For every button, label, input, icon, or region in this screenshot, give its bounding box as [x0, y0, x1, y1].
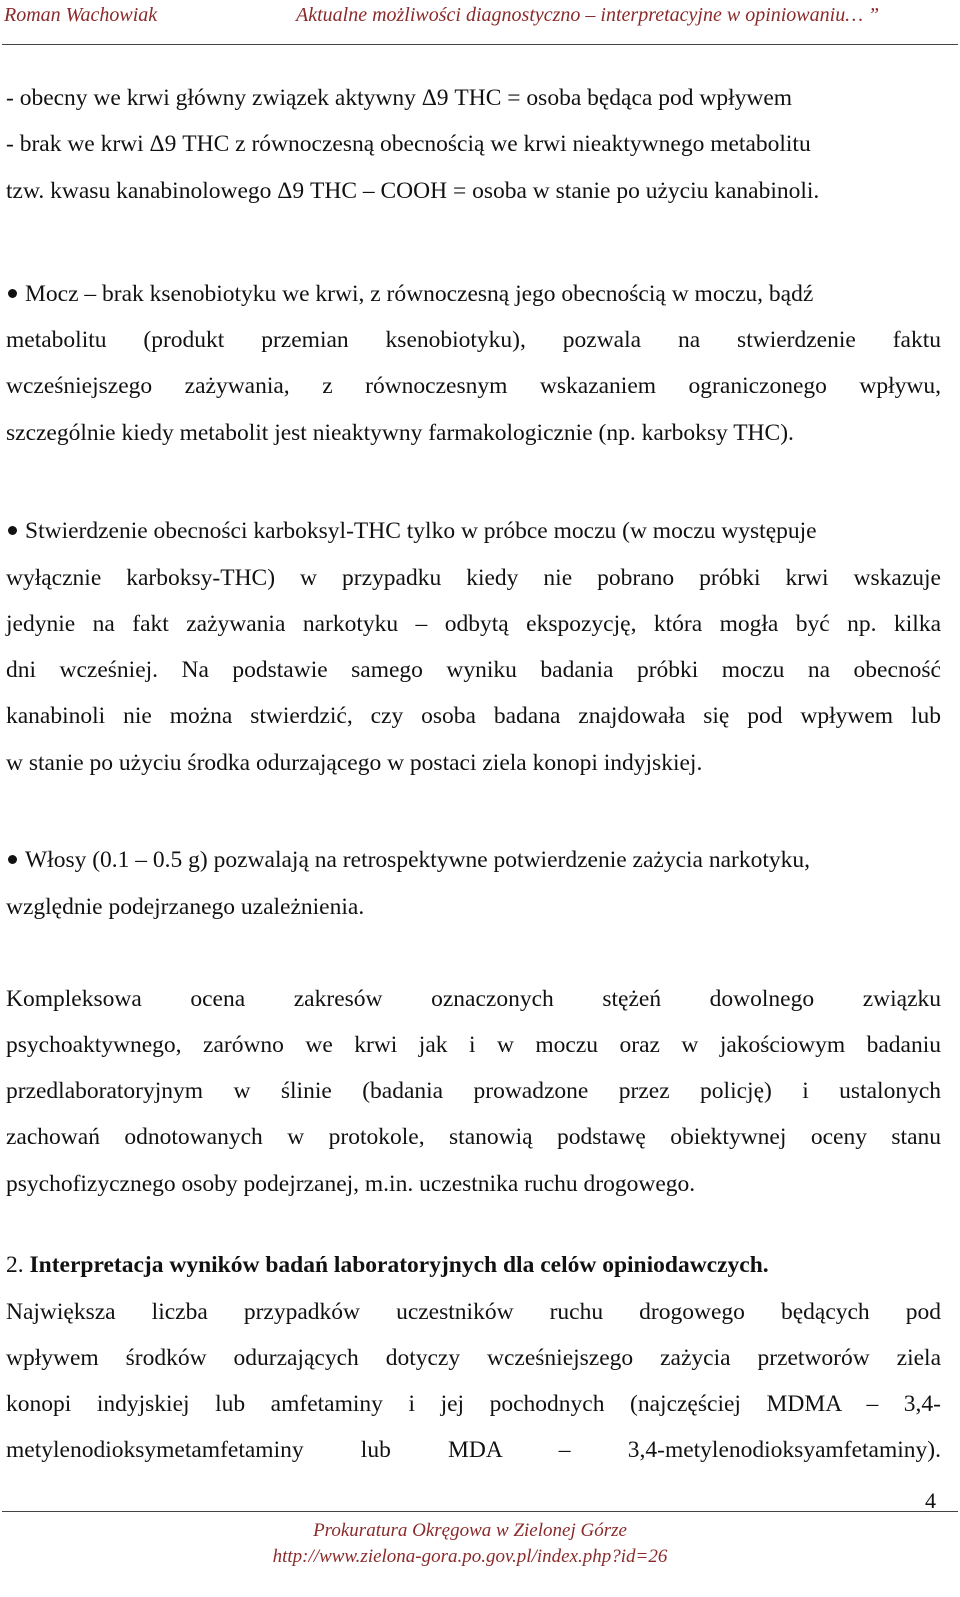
paragraph-line-4: zachowań odnotowanych w protokole, stanowią podstawę obiektywnej oceny stanu: [6, 1124, 941, 1150]
header-author: Roman Wachowiak: [4, 4, 158, 26]
bullet-urine-line-3: wcześniejszego zażywania, z równoczesnym wskazaniem ograniczonego wpływu,: [6, 373, 941, 399]
section-paragraph-line-2: wpływem środków odurzających dotyczy wcześniejszego zażycia przetworów ziela: [6, 1345, 941, 1371]
header-rule: [2, 44, 958, 45]
page-header: [0, 0, 960, 40]
section-paragraph-line-1: Największa liczba przypadków uczestników ruchu drogowego będących pod: [6, 1299, 941, 1325]
paragraph-line-2: psychoaktywnego, zarówno we krwi jak i w moczu oraz w jakościowym badaniu: [6, 1032, 941, 1058]
bullet-icon: [8, 855, 17, 864]
section-paragraph-line-4: metylenodioksymetamfetaminy lub MDA – 3,4-metylenodioksyamfetaminy).: [6, 1437, 941, 1463]
footer-url[interactable]: http://www.zielona-gora.po.gov.pl/index.php?id=26: [272, 1546, 668, 1567]
bullet-icon: [8, 289, 17, 298]
section-number: 2.: [6, 1252, 24, 1278]
paragraph-line-1: Kompleksowa ocena zakresów oznaczonych stężeń dowolnego związku: [6, 986, 941, 1012]
bullet-urine-line-1: [6, 279, 941, 309]
footer-rule: [2, 1511, 958, 1512]
bullet-urine-text-1: Mocz – brak ksenobiotyku we krwi, z równoczesną jego obecnością w moczu, bądź: [25, 281, 814, 307]
header-title: Aktualne możliwości diagnostyczno – interpretacyjne w opiniowaniu… ”: [296, 4, 880, 26]
footer-office: Prokuratura Okręgowa w Zielonej Górze: [313, 1520, 627, 1541]
list-line-1: - obecny we krwi główny związek aktywny Δ9 THC = osoba będąca pod wpływem: [6, 85, 793, 111]
section-heading: [6, 1250, 941, 1280]
bullet-hair-line-2: względnie podejrzanego uzależnienia.: [6, 894, 365, 920]
bullet-hair-text-1: Włosy (0.1 – 0.5 g) pozwalają na retrospektywne potwierdzenie zażycia narkotyku,: [25, 847, 811, 873]
bullet-carboxy-line-6: w stanie po użyciu środka odurzającego w postaci ziela konopi indyjskiej.: [6, 750, 703, 776]
bullet-carboxy-line-1: [6, 516, 941, 546]
page-number: 4: [925, 1488, 936, 1513]
bullet-carboxy-line-2: wyłącznie karboksy-THC) w przypadku kiedy nie pobrano próbki krwi wskazuje: [6, 565, 941, 591]
bullet-carboxy-line-3: jedynie na fakt zażywania narkotyku – odbytą ekspozycję, która mogła być np. kilka: [6, 611, 941, 637]
list-line-2: - brak we krwi Δ9 THC z równoczesną obecnością we krwi nieaktywnego metabolitu: [6, 131, 811, 157]
bullet-carboxy-text-1: Stwierdzenie obecności karboksyl-THC tylko w próbce moczu (w moczu występuje: [25, 518, 817, 544]
section-title: Interpretacja wyników badań laboratoryjnych dla celów opiniodawczych.: [29, 1252, 769, 1278]
bullet-urine-line-4: szczególnie kiedy metabolit jest nieaktywny farmakologicznie (np. karboksy THC).: [6, 420, 794, 446]
section-paragraph-line-3: konopi indyjskiej lub amfetaminy i jej pochodnych (najczęściej MDMA – 3,4-: [6, 1391, 941, 1417]
bullet-hair-line-1: [6, 845, 941, 875]
bullet-icon: [8, 526, 17, 535]
bullet-carboxy-line-5: kanabinoli nie można stwierdzić, czy osoba badana znajdowała się pod wpływem lub: [6, 703, 941, 729]
bullet-urine-line-2: metabolitu (produkt przemian ksenobiotyku), pozwala na stwierdzenie faktu: [6, 327, 941, 353]
bullet-carboxy-line-4: dni wcześniej. Na podstawie samego wyniku badania próbki moczu na obecność: [6, 657, 941, 683]
list-line-3: tzw. kwasu kanabinolowego Δ9 THC – COOH = osoba w stanie po użyciu kanabinoli.: [6, 178, 820, 204]
paragraph-line-3: przedlaboratoryjnym w ślinie (badania prowadzone przez policję) i ustalonych: [6, 1078, 941, 1104]
paragraph-line-5: psychofizycznego osoby podejrzanej, m.in. uczestnika ruchu drogowego.: [6, 1171, 696, 1197]
